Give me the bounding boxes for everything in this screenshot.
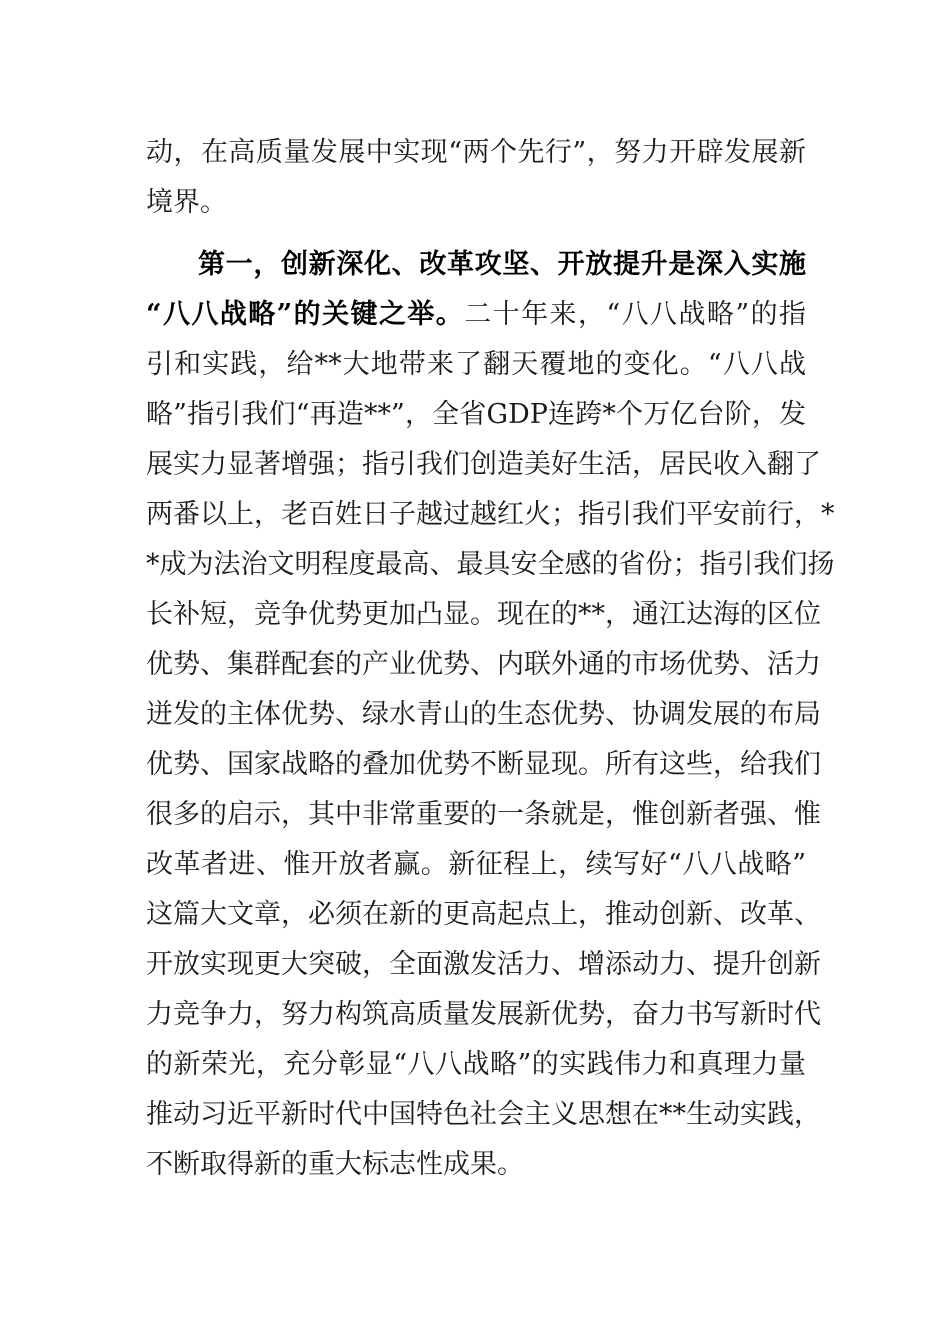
text-line [146, 295, 806, 335]
bold-heading-text: “八八战略”的关键之举。 [146, 299, 465, 330]
text-line: 引和实践，给**大地带来了翻天覆地的变化。“八八战 [146, 349, 806, 380]
text-line: 这篇大文章，必须在新的更高起点上，推动创新、改革、 [146, 899, 821, 930]
text-line: 展实力显著增强；指引我们创造美好生活，居民收入翻了 [146, 449, 821, 480]
text-line: 长补短，竞争优势更加凸显。现在的**，通江达海的区位 [146, 599, 821, 630]
text-line: 开放实现更大突破，全面激发活力、增添动力、提升创新 [146, 949, 821, 980]
text-line: 改革者进、惟开放者赢。新征程上，续写好“八八战略” [146, 849, 806, 880]
text-line: 的新荣光，充分彰显“八八战略”的实践伟力和真理力量 [146, 1049, 806, 1080]
body-text: 二十年来，“八八战略”的指 [464, 299, 807, 330]
text-line: 两番以上，老百姓日子越过越红火；指引我们平安前行，* [146, 499, 835, 530]
text-line: 迸发的主体优势、绿水青山的生态优势、协调发展的布局 [146, 699, 821, 730]
bold-heading-line: 第一，创新深化、改革攻坚、开放提升是深入实施 [198, 249, 806, 280]
text-line: *成为法治文明程度最高、最具安全感的省份；指引我们扬 [146, 549, 835, 580]
text-line: 力竞争力，努力构筑高质量发展新优势，奋力书写新时代 [146, 999, 821, 1030]
text-line: 动，在高质量发展中实现“两个先行”，努力开辟发展新 [146, 137, 806, 168]
text-line: 境界。 [146, 187, 227, 218]
text-line: 很多的启示，其中非常重要的一条就是，惟创新者强、惟 [146, 799, 821, 830]
text-line: 优势、集群配套的产业优势、内联外通的市场优势、活力 [146, 649, 821, 680]
text-line: 推动习近平新时代中国特色社会主义思想在**生动实践， [146, 1099, 821, 1130]
text-line: 略”指引我们“再造**”，全省GDP连跨*个万亿台阶，发 [146, 399, 806, 430]
text-line: 不断取得新的重大标志性成果。 [146, 1149, 524, 1180]
text-line: 优势、国家战略的叠加优势不断显现。所有这些，给我们 [146, 749, 821, 780]
